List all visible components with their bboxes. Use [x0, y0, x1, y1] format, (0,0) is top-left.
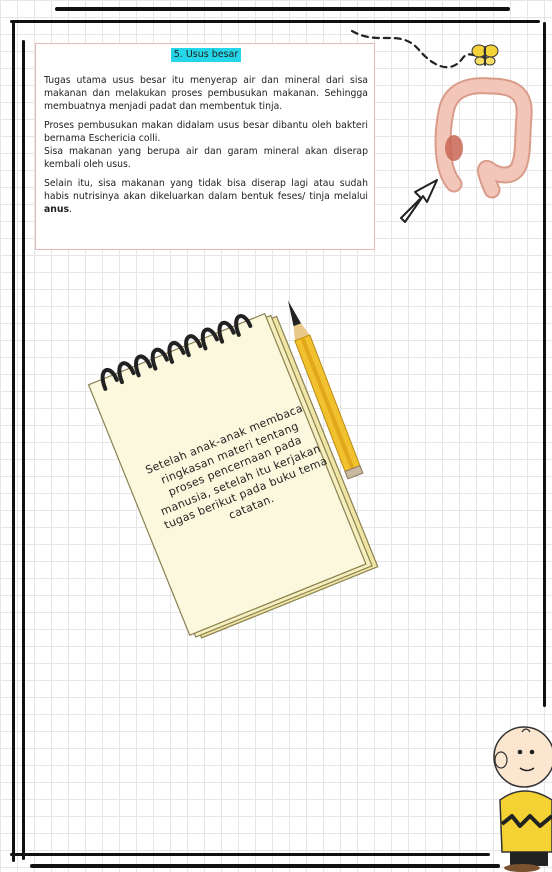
paragraph-function: Tugas utama usus besar itu menyerap air dan mineral dari sisa makanan dan melakukan proses pembusukan makanan. Sehingga membuatnya menjadi padat dan membentuk tinja. — [44, 75, 368, 112]
frame-left-line — [12, 22, 15, 862]
anus-emphasis: anus — [44, 204, 70, 215]
summary-card — [35, 43, 375, 250]
end-punctuation: . — [69, 204, 73, 215]
section-title: 5. Usus besar — [171, 48, 242, 62]
paragraph-absorption: Sisa makanan yang berupa air dan garam mineral akan diserap kembali oleh usus. — [44, 146, 368, 170]
cartoon-boy-icon — [488, 712, 552, 872]
arrow-icon — [395, 174, 441, 226]
large-intestine-icon — [432, 72, 536, 202]
frame-top-line — [10, 20, 540, 23]
notepad-instruction-text: Setelah anak-anak membaca ringkasan materi tentang proses pencernaan pada manusia, setelah itu kerjakan tugas berikut pada buku tema catatan. — [143, 401, 330, 532]
paragraph-bacteria: Proses pembusukan makan didalam usus besar dibantu oleh bakteri bernama Eschericia colli. — [44, 120, 368, 144]
frame-top-line-2 — [55, 7, 510, 11]
excretion-text: Selain itu, sisa makanan yang tidak bisa diserap lagi atau sudah habis nutrisinya akan dikeluarkan dalam bentuk feses/ tinja melalui — [44, 178, 368, 202]
frame-left-line-2 — [22, 40, 25, 860]
paragraph-excretion — [44, 177, 368, 216]
frame-bottom-line-2 — [30, 864, 500, 868]
frame-bottom-line — [10, 853, 490, 856]
frame-right-line — [543, 22, 546, 707]
pencil-icon — [282, 288, 374, 488]
butterfly-icon — [470, 42, 500, 70]
